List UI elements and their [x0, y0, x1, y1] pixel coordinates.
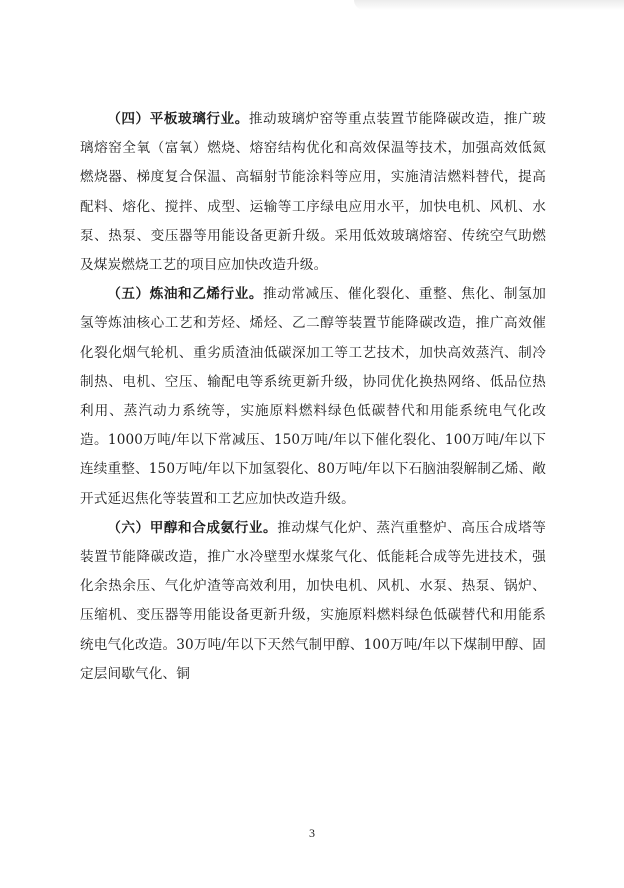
page-number: 3: [309, 826, 315, 840]
paragraph-heading: （五）炼油和乙烯行业。: [107, 286, 264, 303]
paragraph-flat-glass: [80, 105, 546, 280]
paragraph-text: 推动煤气化炉、蒸汽重整炉、高压合成塔等装置节能降碳改造，推广水冷壁型水煤浆气化、低能耗合成等先进技术，强化余热余压、气化炉渣等高效利用，加快电机、风机、水泵、热泵、锅炉、压缩机、变压器等用能设备更新升级，实施原料燃料绿色低碳替代和用能系统电气化改造。30万吨/年以下天然气制甲醇、100万吨/年以下煤制甲醇、固定层间歇气化、铜: [80, 519, 546, 682]
paragraph-methanol-ammonia: [80, 514, 546, 689]
paragraph-text: 推动常减压、催化裂化、重整、焦化、制氢加氢等炼油核心工艺和芳烃、烯烃、乙二醇等装置节能降碳改造，推广高效催化裂化烟气轮机、重劣质渣油低碳深加工等工艺技术，加快高效蒸汽、制冷制热、电机、空压、输配电等系统更新升级，协同优化换热网络、低品位热利用、蒸汽动力系统等，实施原料燃料绿色低碳替代和用能系统电气化改造。1000万吨/年以下常减压、150万吨/年以下催化裂化、100万吨/年以下连续重整、150万吨/年以下加氢裂化、80万吨/年以下石脑油裂解制乙烯、敞开式延迟焦化等装置和工艺应加快改造升级。: [80, 286, 546, 507]
paragraph-heading: （四）平板玻璃行业。: [107, 111, 249, 127]
paragraph-refining-ethylene: [80, 280, 546, 514]
page-corner-shadow: [354, 0, 624, 10]
paragraph-text: 推动玻璃炉窑等重点装置节能降碳改造，推广玻璃熔窑全氧（富氧）燃烧、熔窑结构优化和高效保温等技术，加强高效低氮燃烧器、梯度复合保温、高辐射节能涂料等应用，实施清洁燃料替代，提高配料、熔化、搅拌、成型、运输等工序绿电应用水平，加快电机、风机、水泵、热泵、变压器等用能设备更新升级。采用低效玻璃熔窑、传统空气助燃及煤炭燃烧工艺的项目应加快改造升级。: [80, 111, 546, 274]
document-body: [80, 105, 546, 689]
paragraph-heading: （六）甲醇和合成氨行业。: [107, 519, 278, 536]
